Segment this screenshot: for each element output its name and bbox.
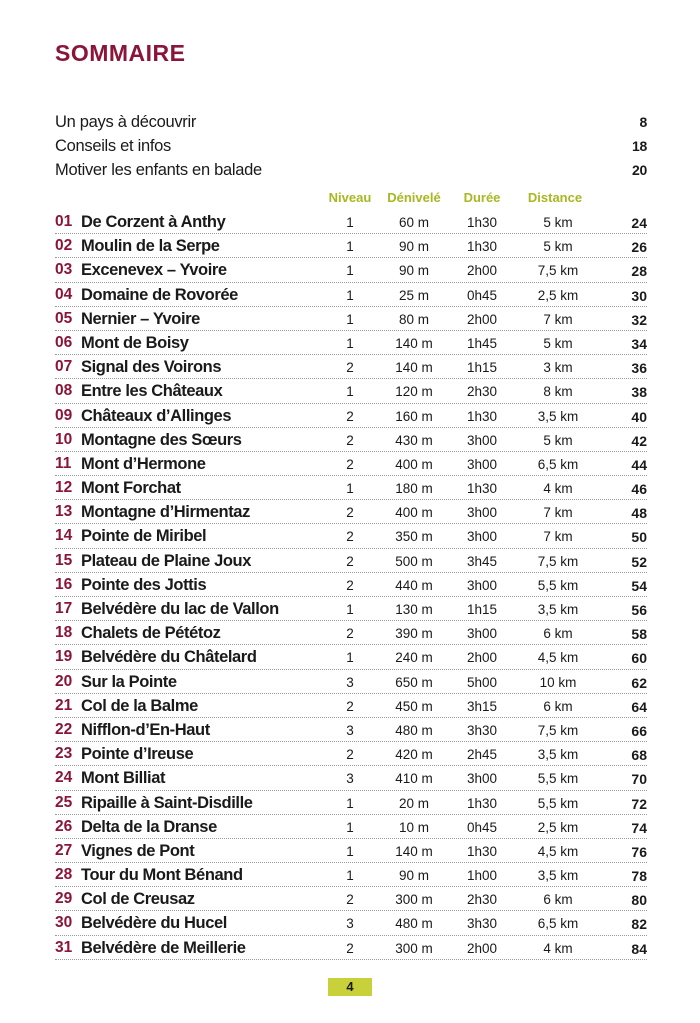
walk-level: 1: [346, 650, 354, 666]
walk-duration: 1h30: [466, 481, 498, 497]
walk-name: Tour du Mont Bénand: [81, 866, 243, 885]
intro-item: [55, 161, 647, 185]
walk-duration: 1h30: [466, 215, 498, 230]
header-distance: Distance: [527, 190, 583, 205]
walk-level: 2: [346, 940, 354, 956]
walk-elevation: 140 m: [395, 335, 433, 351]
walk-elevation: 650 m: [395, 674, 433, 690]
walk-distance: 6,5 km: [537, 456, 579, 472]
walk-name: Delta de la Dranse: [81, 817, 217, 836]
walk-page: 52: [631, 553, 647, 570]
walk-level: 1: [346, 263, 354, 279]
walk-row: [55, 791, 647, 815]
walk-page: 72: [631, 795, 647, 812]
walk-elevation: 480 m: [395, 722, 433, 738]
walk-number: 17: [55, 600, 73, 617]
walk-duration: 3h00: [466, 529, 498, 545]
walk-level: 1: [346, 239, 354, 255]
walk-row: [55, 524, 647, 548]
walk-name: Chalets de Pététoz: [81, 624, 221, 643]
walk-distance: 7 km: [543, 311, 573, 327]
walk-duration: 0h45: [466, 287, 498, 303]
walk-name: Pointe des Jottis: [81, 575, 207, 594]
walk-row: [55, 331, 647, 355]
walk-name: Moulin de la Serpe: [81, 237, 220, 256]
walk-page: 80: [631, 892, 647, 909]
walk-level: 2: [346, 505, 354, 521]
walk-level: 2: [346, 360, 354, 376]
walk-name: Col de Creusaz: [81, 890, 195, 909]
walk-duration: 2h30: [466, 892, 498, 908]
walk-elevation: 80 m: [398, 311, 429, 327]
walk-duration: 2h00: [466, 311, 498, 327]
walk-row: [55, 549, 647, 573]
walk-distance: 3,5 km: [537, 408, 579, 424]
walk-level: 3: [346, 771, 354, 787]
walk-page: 58: [631, 626, 647, 643]
walk-page: 56: [631, 602, 647, 618]
walk-elevation: 10 m: [398, 819, 429, 835]
walk-duration: 3h00: [466, 626, 498, 642]
walk-elevation: 300 m: [395, 940, 433, 956]
walk-page: 44: [631, 456, 647, 473]
walk-row: [55, 307, 647, 331]
walk-name: Belvédère du Hucel: [81, 914, 227, 933]
walk-elevation: 400 m: [395, 456, 433, 472]
walk-distance: 4 km: [543, 940, 573, 956]
walk-distance: 4 km: [543, 481, 573, 497]
walk-name: Montagne des Sœurs: [81, 430, 242, 449]
walk-distance: 7,5 km: [537, 722, 579, 738]
walk-row: [55, 839, 647, 863]
walk-page: 60: [631, 650, 647, 667]
walk-name: Belvédère du lac de Vallon: [81, 600, 279, 618]
walk-level: 1: [346, 384, 354, 400]
walk-name: Ripaille à Saint-Disdille: [81, 793, 253, 812]
walk-elevation: 390 m: [395, 626, 433, 642]
walk-distance: 5,5 km: [537, 577, 579, 593]
walk-distance: 5 km: [543, 335, 573, 351]
walk-page: 54: [631, 577, 647, 594]
walk-distance: 6,5 km: [537, 916, 579, 932]
walk-number: 02: [55, 237, 73, 255]
walk-duration: 2h00: [466, 650, 498, 666]
walk-name: Châteaux d’Allinges: [81, 406, 232, 425]
intro-item: [55, 113, 647, 137]
walk-level: 1: [346, 311, 354, 327]
walk-level: 2: [346, 892, 354, 908]
walk-name: Mont de Boisy: [81, 333, 189, 352]
walk-row: [55, 670, 647, 694]
walk-number: 15: [55, 551, 73, 569]
walk-list: [55, 210, 647, 960]
column-headers: [0, 190, 700, 210]
walk-level: 2: [346, 529, 354, 545]
walk-row: [55, 645, 647, 669]
walk-number: 07: [55, 358, 73, 376]
walk-name: Signal des Voirons: [81, 358, 222, 377]
walk-elevation: 400 m: [395, 505, 433, 521]
walk-number: 23: [55, 745, 73, 763]
walk-duration: 1h30: [466, 239, 498, 255]
walk-number: 22: [55, 720, 73, 738]
walk-duration: 3h30: [466, 722, 498, 738]
walk-level: 2: [346, 553, 354, 569]
walk-distance: 4,5 km: [537, 650, 579, 666]
walk-elevation: 90 m: [398, 868, 429, 884]
walk-number: 12: [55, 479, 73, 497]
walk-page: 46: [631, 481, 647, 498]
walk-level: 1: [346, 843, 354, 859]
walk-distance: 5 km: [543, 432, 573, 448]
walk-page: 66: [631, 722, 647, 739]
walk-row: [55, 742, 647, 766]
walk-name: Mont Billiat: [81, 769, 166, 788]
walk-page: 40: [631, 408, 647, 425]
walk-page: 26: [631, 239, 647, 256]
walk-distance: 3 km: [543, 360, 573, 376]
walk-name: Pointe de Miribel: [81, 527, 207, 546]
walk-duration: 3h45: [466, 553, 498, 569]
walk-number: 16: [55, 575, 73, 593]
walk-name: Vignes de Pont: [81, 841, 195, 860]
walk-duration: 1h00: [466, 868, 498, 884]
walk-duration: 3h00: [466, 771, 498, 787]
walk-duration: 1h30: [466, 843, 498, 859]
walk-number: 29: [55, 890, 73, 908]
walk-duration: 3h00: [466, 505, 498, 521]
walk-row: [55, 404, 647, 428]
walk-level: 2: [346, 456, 354, 472]
walk-elevation: 430 m: [395, 432, 433, 448]
walk-level: 1: [346, 602, 354, 617]
walk-duration: 3h30: [466, 916, 498, 932]
walk-page: 32: [631, 311, 647, 328]
walk-row: [55, 573, 647, 597]
walk-distance: 2,5 km: [537, 819, 579, 835]
walk-name: Belvédère de Meillerie: [81, 938, 246, 957]
walk-number: 31: [55, 938, 73, 956]
walk-row: [55, 815, 647, 839]
walk-row: [55, 379, 647, 403]
walk-level: 1: [346, 819, 354, 835]
walk-level: 2: [346, 408, 354, 424]
walk-number: 25: [55, 793, 73, 811]
walk-page: 68: [631, 747, 647, 764]
walk-level: 1: [346, 335, 354, 351]
walk-row: [55, 621, 647, 645]
walk-duration: 1h45: [466, 335, 498, 351]
walk-duration: 2h00: [466, 940, 498, 956]
walk-row: [55, 694, 647, 718]
walk-distance: 5,5 km: [537, 771, 579, 787]
walk-row: [55, 476, 647, 500]
walk-distance: 3,5 km: [537, 747, 579, 763]
walk-duration: 3h15: [466, 698, 498, 714]
walk-name: Mont Forchat: [81, 479, 181, 498]
walk-elevation: 90 m: [398, 263, 429, 279]
walk-elevation: 25 m: [398, 287, 429, 303]
walk-row: [55, 597, 647, 621]
walk-distance: 4,5 km: [537, 843, 579, 859]
walk-level: 3: [346, 674, 354, 690]
walk-number: 09: [55, 406, 73, 424]
walk-name: Entre les Châteaux: [81, 382, 223, 401]
walk-row: [55, 452, 647, 476]
walk-elevation: 300 m: [395, 892, 433, 908]
walk-level: 2: [346, 698, 354, 714]
walk-level: 1: [346, 481, 354, 497]
walk-distance: 5 km: [543, 215, 573, 230]
walk-distance: 2,5 km: [537, 287, 579, 303]
walk-elevation: 90 m: [398, 239, 429, 255]
walk-level: 3: [346, 722, 354, 738]
walk-number: 08: [55, 382, 73, 400]
walk-row: [55, 911, 647, 935]
walk-number: 10: [55, 430, 73, 448]
walk-page: 48: [631, 505, 647, 522]
walk-number: 18: [55, 624, 73, 642]
walk-distance: 10 km: [539, 674, 577, 690]
page-number: 4: [328, 978, 372, 996]
walk-page: 34: [631, 335, 647, 352]
walk-number: 24: [55, 769, 73, 787]
walk-duration: 0h45: [466, 819, 498, 835]
walk-row: [55, 766, 647, 790]
walk-level: 1: [346, 215, 354, 230]
walk-page: 78: [631, 868, 647, 885]
walk-page: 42: [631, 432, 647, 449]
walk-level: 1: [346, 287, 354, 303]
walk-distance: 3,5 km: [537, 602, 579, 617]
intro-page: 20: [632, 162, 647, 178]
walk-elevation: 500 m: [395, 553, 433, 569]
walk-duration: 3h00: [466, 577, 498, 593]
walk-page: 50: [631, 529, 647, 546]
header-denivele: Dénivelé: [387, 190, 441, 205]
walk-name: Sur la Pointe: [81, 672, 177, 691]
walk-duration: 1h15: [466, 360, 498, 376]
walk-level: 1: [346, 795, 354, 811]
walk-elevation: 420 m: [395, 747, 433, 763]
walk-elevation: 480 m: [395, 916, 433, 932]
walk-row: [55, 234, 647, 258]
intro-page: 8: [639, 114, 647, 130]
walk-name: Plateau de Plaine Joux: [81, 551, 252, 570]
walk-duration: 2h00: [466, 263, 498, 279]
walk-row: [55, 283, 647, 307]
walk-duration: 1h30: [466, 408, 498, 424]
walk-number: 01: [55, 213, 73, 230]
walk-page: 36: [631, 360, 647, 377]
walk-page: 30: [631, 287, 647, 304]
walk-elevation: 450 m: [395, 698, 433, 714]
page-title: SOMMAIRE: [55, 40, 186, 66]
walk-duration: 2h45: [466, 747, 498, 763]
walk-elevation: 140 m: [395, 360, 433, 376]
walk-page: 70: [631, 771, 647, 788]
walk-page: 62: [631, 674, 647, 691]
walk-page: 82: [631, 916, 647, 933]
walk-level: 2: [346, 432, 354, 448]
walk-elevation: 130 m: [395, 602, 433, 617]
intro-list: [55, 113, 647, 185]
walk-row: [55, 887, 647, 911]
walk-number: 11: [55, 454, 72, 472]
intro-label: Motiver les enfants en balade: [55, 161, 262, 179]
walk-elevation: 60 m: [398, 215, 429, 230]
walk-row: [55, 355, 647, 379]
walk-number: 05: [55, 309, 73, 327]
walk-number: 27: [55, 841, 73, 859]
walk-distance: 7,5 km: [537, 263, 579, 279]
walk-elevation: 350 m: [395, 529, 433, 545]
walk-elevation: 120 m: [395, 384, 433, 400]
walk-row: [55, 258, 647, 282]
walk-number: 19: [55, 648, 73, 666]
walk-elevation: 20 m: [398, 795, 429, 811]
walk-duration: 3h00: [466, 432, 498, 448]
walk-name: Nernier – Yvoire: [81, 309, 200, 328]
walk-name: Excenevex – Yvoire: [81, 261, 227, 280]
walk-number: 03: [55, 261, 73, 279]
walk-duration: 2h30: [466, 384, 498, 400]
intro-label: Conseils et infos: [55, 137, 171, 155]
walk-page: 76: [631, 843, 647, 860]
walk-page: 84: [631, 940, 647, 957]
walk-distance: 7 km: [543, 529, 573, 545]
walk-number: 30: [55, 914, 73, 932]
walk-distance: 6 km: [543, 698, 573, 714]
walk-elevation: 180 m: [395, 481, 433, 497]
walk-duration: 3h00: [466, 456, 498, 472]
walk-duration: 5h00: [466, 674, 498, 690]
walk-name: Belvédère du Châtelard: [81, 648, 257, 667]
header-niveau: Niveau: [328, 190, 372, 205]
walk-elevation: 410 m: [395, 771, 433, 787]
walk-name: Pointe d’Ireuse: [81, 745, 194, 764]
walk-number: 06: [55, 333, 73, 351]
walk-name: Domaine de Rovorée: [81, 285, 238, 304]
walk-distance: 6 km: [543, 892, 573, 908]
walk-row: [55, 500, 647, 524]
walk-distance: 7 km: [543, 505, 573, 521]
walk-number: 21: [55, 696, 73, 714]
walk-number: 26: [55, 817, 73, 835]
walk-page: 64: [631, 698, 647, 715]
walk-level: 2: [346, 626, 354, 642]
walk-distance: 3,5 km: [537, 868, 579, 884]
intro-page: 18: [632, 138, 647, 154]
walk-elevation: 440 m: [395, 577, 433, 593]
header-duree: Durée: [463, 190, 501, 205]
walk-row: [55, 210, 647, 234]
walk-row: [55, 428, 647, 452]
walk-row: [55, 718, 647, 742]
walk-distance: 5,5 km: [537, 795, 579, 811]
walk-level: 1: [346, 868, 354, 884]
walk-number: 14: [55, 527, 73, 545]
walk-name: Montagne d’Hirmentaz: [81, 503, 250, 522]
walk-number: 20: [55, 672, 73, 690]
walk-page: 24: [631, 215, 647, 231]
intro-label: Un pays à découvrir: [55, 113, 197, 131]
walk-row: [55, 936, 647, 960]
intro-item: [55, 137, 647, 161]
walk-duration: 1h15: [466, 602, 498, 617]
walk-page: 74: [631, 819, 647, 836]
walk-level: 2: [346, 577, 354, 593]
walk-distance: 5 km: [543, 239, 573, 255]
walk-elevation: 240 m: [395, 650, 433, 666]
walk-row: [55, 863, 647, 887]
walk-elevation: 140 m: [395, 843, 433, 859]
walk-page: 28: [631, 263, 647, 280]
walk-name: Nifflon-d’En-Haut: [81, 720, 210, 739]
walk-name: Mont d’Hermone: [81, 454, 206, 473]
walk-name: De Corzent à Anthy: [81, 213, 226, 231]
walk-level: 2: [346, 747, 354, 763]
walk-page: 38: [631, 384, 647, 401]
walk-elevation: 160 m: [395, 408, 433, 424]
walk-number: 28: [55, 866, 73, 884]
walk-duration: 1h30: [466, 795, 498, 811]
walk-name: Col de la Balme: [81, 696, 198, 715]
walk-number: 13: [55, 503, 73, 521]
walk-distance: 7,5 km: [537, 553, 579, 569]
walk-distance: 6 km: [543, 626, 573, 642]
walk-distance: 8 km: [543, 384, 573, 400]
walk-level: 3: [346, 916, 354, 932]
walk-number: 04: [55, 285, 73, 303]
